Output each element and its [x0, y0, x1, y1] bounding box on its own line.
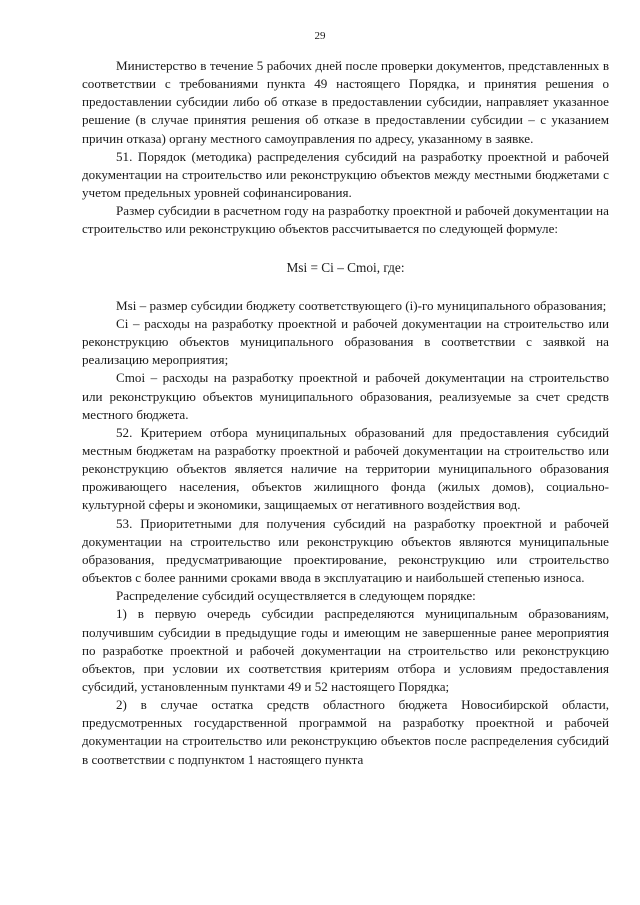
definition-cmoi: Cmoi – расходы на разработку проектной и рабочей документации на строительство или реконструкцию объектов муниципального образования, реализуемые за счет средств местного бюджета. [82, 370, 609, 422]
formula: Msi = Ci – Cmoi, где: [286, 259, 405, 275]
list-item-2: 2) в случае остатка средств областного бюджета Новосибирской области, предусмотренных государственной программой на разработку проектной и рабочей документации на строительство или реконструкцию объектов после распределения субсидий в соответствии с подпунктом 1 настоящего пункта [82, 697, 609, 767]
paragraph-53: 53. Приоритетными для получения субсидий на разработку проектной и рабочей документации на строительство или реконструкцию объектов являются муниципальные образования, предусматривающие проектирование, реконструкцию или строительство объектов с более ранними сроками ввода в эксплуатацию и наибольшей степенью износа. [82, 515, 609, 586]
paragraph-ministry-decision: Министерство в течение 5 рабочих дней после проверки документов, представленных в соответствии с требованиями пункта 49 настоящего Порядка, и принятия решения о предоставлении субсидии либо об отказе в предоставлении субсидии, направляет указанное решение (в случае принятия решения об отказе в предоставлении субсидии – с указанием причин отказа) органу местного самоуправления по адресу, указанному в заявке. [82, 58, 609, 146]
page-number: 29 [314, 30, 326, 42]
paragraph-51: 51. Порядок (методика) распределения субсидий на разработку проектной и рабочей документации на строительство или реконструкцию объектов между местными бюджетами с учетом предельных уровней софинансирования. [82, 148, 609, 201]
list-item-1: 1) в первую очередь субсидии распределяются муниципальным образованиям, получившим субсидии в предыдущие годы и имеющим не завершенные ранее мероприятия по разработке проектной и рабочей документации на строительство или реконструкцию объектов, при условии их соответствия критериям отбора и условиям предоставления субсидий, установленным пунктами 49 и 52 настоящего Порядка; [82, 606, 609, 694]
paragraph-52: 52. Критерием отбора муниципальных образований для предоставления субсидий местным бюджетам на разработку проектной и рабочей документации на строительство или реконструкцию объектов является наличие на территории муниципального образования проживающего населения, объектов жилищного фонда (жилых домов), социально-культурной сферы и экономики, защищаемых от негативного воздействия вод. [82, 424, 609, 513]
document-body [82, 57, 609, 769]
paragraph-subsidy-size: Размер субсидии в расчетном году на разработку проектной и рабочей документации на строительство или реконструкцию объектов рассчитывается по следующей формуле: [82, 203, 609, 237]
paragraph-distribution-order: Распределение субсидий осуществляется в следующем порядке: [116, 588, 476, 604]
definition-ci: Ci – расходы на разработку проектной и рабочей документации на строительство или реконструкцию объектов муниципального образования в соответствии с заявкой на реализацию мероприятия; [82, 315, 609, 368]
definition-msi: Msi – размер субсидии бюджету соответствующего (i)-го муниципального образования; [116, 297, 607, 313]
